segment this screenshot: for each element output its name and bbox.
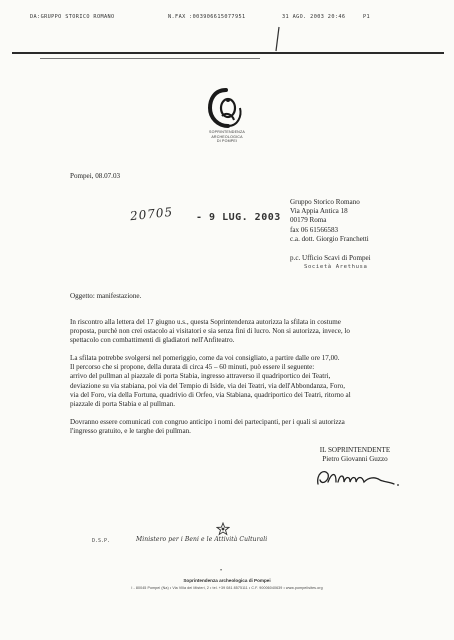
protocol-number-stamp: 20705 (129, 204, 174, 224)
pen-mark-icon (270, 26, 284, 52)
cc-handwritten-note: Società Arethusa (304, 264, 368, 270)
paragraph-participants (70, 418, 345, 436)
logo-caption-line: DI POMPEI (216, 139, 238, 144)
soprintendenza-logo-icon (204, 86, 248, 130)
fax-sender: DA:GRUPPO STORICO ROMANO (30, 14, 115, 20)
footer-bullet: • (220, 568, 223, 574)
paragraph-line: l'ingresso gratuito, e le targhe dei pullman. (70, 427, 191, 436)
paragraph-line: arrivo del pullman al piazzale di porta Stabia, ingresso attraverso il quadriportico dei Teatri, (70, 372, 331, 381)
place-date: Pompei, 08.07.03 (70, 172, 121, 180)
paragraph-line: La sfilata potrebbe svolgersi nel pomeriggio, come da voi consigliato, a partire dalle ore 17,00. (70, 354, 340, 362)
received-date-stamp: - 9 LUG. 2003 (196, 212, 281, 223)
recipient-address (290, 198, 369, 244)
footer-initials: D.S.P. (92, 538, 111, 544)
recipient-line: Via Appia Antica 18 (290, 207, 348, 216)
recipient-line: c.a. dott. Giorgio Franchetti (290, 234, 369, 243)
handwritten-signature-icon (312, 464, 402, 492)
paragraph-route (70, 354, 351, 409)
fax-number: N.FAX :003906615077951 (168, 14, 246, 20)
recipient-line: fax 06 61566583 (290, 225, 339, 234)
footer-ministry-signature: Ministero per i Beni e le Attività Culturali (136, 536, 268, 543)
footer-organization: Soprintendenza archeologica di Pompei (183, 578, 271, 583)
fax-timestamp: 31 AGO. 2003 20:46 (282, 14, 346, 20)
signer-title: IL SOPRINTENDENTE (319, 446, 391, 454)
italian-republic-emblem-icon (216, 522, 230, 536)
paragraph-line: Il percorso che si propone, della durata di circa 45 – 60 minuti, può essere il seguente: (70, 363, 315, 372)
paragraph-line: In riscontro alla lettera del 17 giugno u.s., questa Soprintendenza autorizza la sfilata in costume (70, 318, 341, 326)
header-subdivider (40, 58, 260, 59)
header-divider (12, 52, 444, 54)
signer-block (300, 446, 410, 464)
footer-address: I - 80045 Pompei (Na) • Via Villa dei Misteri, 2 • tel. +39 081 8575111 • C.F. 90006040639 • www.pompeiisites.org (131, 586, 323, 590)
paragraph-line: piazzale di porta Stabia e al pullman. (70, 400, 175, 409)
cc-line: p.c. Ufficio Scavi di Pompei (290, 254, 371, 262)
logo-caption (192, 130, 262, 144)
logo-caption-line: SOPRINTENDENZA (209, 130, 245, 134)
paragraph-line: proposta, purchè non crei ostacolo ai visitatori e sia senza fini di lucro. Non si autorizza, invece, lo (70, 327, 350, 336)
logo-caption-line: ARCHEOLOGICA (211, 134, 243, 139)
letter-subject: Oggetto: manifestazione. (70, 292, 142, 300)
paragraph-line: Dovranno essere comunicati con congruo anticipo i nomi dei partecipanti, per i quali si autorizza (70, 418, 345, 426)
signer-name: Pietro Giovanni Guzzo (322, 455, 388, 464)
fax-page: P1 (363, 14, 371, 20)
recipient-line: 00179 Roma (290, 216, 327, 225)
paragraph-line: via del Foro, via della Fortuna, quadrivio di Orfeo, via Stabiana, quadriportico dei Teatri, ritorno al (70, 390, 351, 399)
recipient-line: Gruppo Storico Romano (290, 198, 360, 206)
paragraph-line: deviazione su via stabiana, poi via del Tempio di Iside, via dei Teatri, via dell'Abbondanza, Foro, (70, 381, 346, 390)
paragraph-authorization (70, 318, 350, 346)
paragraph-line: spettacolo con combattimenti di gladiatori nell'Anfiteatro. (70, 336, 235, 345)
